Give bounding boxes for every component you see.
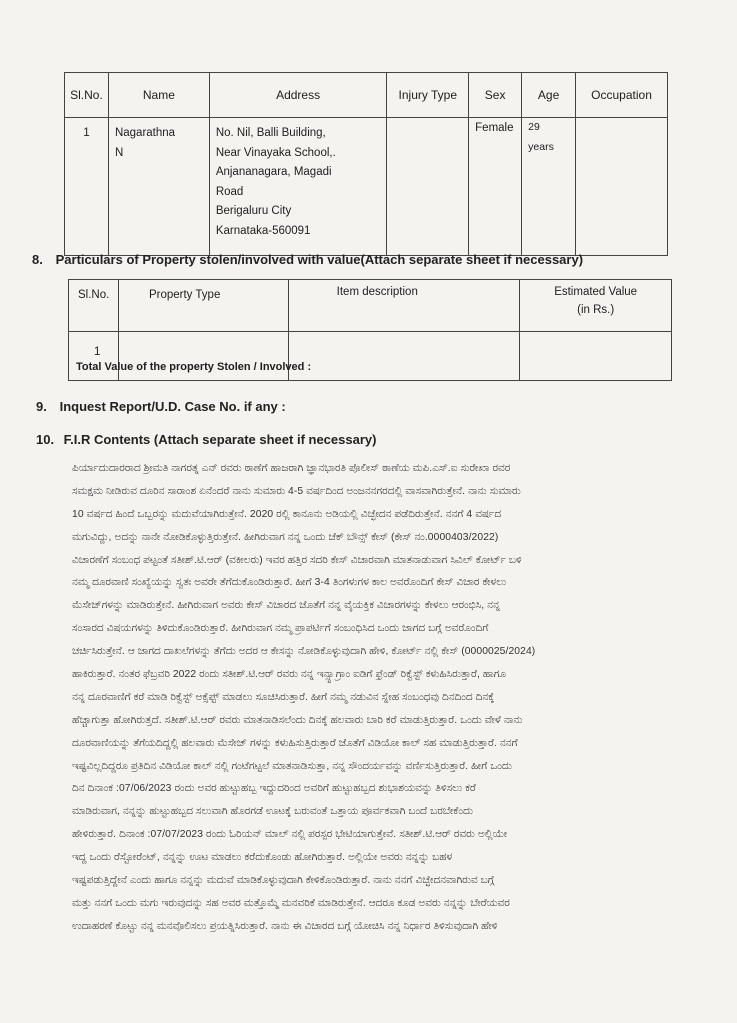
address-line: Anjananagara, Magadi (215, 166, 332, 178)
address-line: No. Nil, Balli Building, (215, 127, 326, 139)
header-age: Age (522, 73, 576, 118)
section-9-heading (36, 399, 286, 414)
fir-line: ಇದ್ದ ಒಂದು ರೆಸ್ಟೋರೆಂಟ್, ನನ್ನನ್ನು ಊಟ ಮಾಡಲು ಕರೆದುಕೊಂಡು ಹೋಗಿರುತ್ತಾರೆ. ಅಲ್ಲಿಯೇ ಅವರು ನನ್ನನ್ನು ಬಹಳ (72, 852, 453, 864)
estimated-value-label: Estimated Value (554, 286, 638, 298)
age-unit: years (528, 140, 554, 153)
fir-line: ಮಾಡಿರುವಾಗ, ನನ್ನನ್ನು ಹುಟ್ಟುಹಬ್ಬದ ಸಲುವಾಗಿ ಹೊರಗಡೆ ಊಟಕ್ಕೆ ಬರುವಂತೆ ಒತ್ತಾಯ ಪೂರ್ವಕವಾಗಿ ಬಂದೆ ಬರಬೇಕೆಂದು (72, 806, 474, 818)
age-value: 29 (528, 121, 540, 133)
fir-line: ನನ್ನ ದೂರವಾಣಿಗೆ ಕರೆ ಮಾಡಿ ರಿಕ್ವೆಸ್ಟ್ ಅಕ್ಸೆಪ್ಟ್ ಮಾಡಲು ಸೂಚಿಸಿರುತ್ತಾರೆ. ಹೀಗೆ ನಮ್ಮ ನಡುವಿನ ಸ್ನೇಹ ಸಂಬಂಧವು ದಿನದಿಂದ ದಿನಕ್ಕೆ (72, 691, 495, 703)
address-line: Near Vinayaka School,. (215, 146, 336, 159)
fir-line: ಇಷ್ಟವಿಲ್ಲದಿದ್ದರೂ ಪ್ರತಿದಿನ ವಿಡಿಯೋ ಕಾಲ್ ನಲ್ಲಿ ಗಂಟೆಗಟ್ಟಲೆ ಮಾತನಾಡಿಸುತ್ತಾ, ನನ್ನ ಸೌಂದರ್ಯವನ್ನು ವರ್ಣಿಸುತ್ತಿರುತ್ತಾರೆ. ಹೀಗೆ ಒಂದು (72, 760, 512, 772)
fir-line: ಉದಾಹರಣೆ ಕೊಟ್ಟು ನನ್ನ ಮನವೊಲಿಸಲು ಪ್ರಯತ್ನಿಸಿರುತ್ತಾರೆ. ನಾನು ಈ ವಿಚಾರದ ಬಗ್ಗೆ ಯೋಚಿಸಿ ನನ್ನ ನಿರ್ಧಾರ ತಿಳಿಸುವುದಾಗಿ ಹೇಳಿ (72, 920, 498, 932)
fir-line: ಹೆಚ್ಚಾಗುತ್ತಾ ಹೋಗಿರುತ್ತದೆ. ಸತೀಶ್.ಟಿ.ಆರ್ ರವರು ಮಾತನಾಡಿಸಲೆಂದು ದಿನಕ್ಕೆ ಹಲವಾರು ಬಾರಿ ಕರೆ ಮಾಡುತ್ತಿರುತ್ತಾರೆ. ಒಂದು ವೇಳೆ ನಾನು (72, 714, 523, 726)
cell-sl-no: 1 (65, 118, 109, 256)
table-row (65, 118, 668, 256)
section-9-number: 9. (36, 399, 47, 414)
fir-line: ಇಷ್ಟಪಡುತ್ತಿದ್ದೇನೆ ಎಂದು ಹಾಗೂ ನನ್ನನ್ನು ಮದುವೆ ಮಾಡಿಕೊಳ್ಳುವುದಾಗಿ ಕೇಳಿಕೊಂಡಿರುತ್ತಾರೆ. ನಾನು ನನಗೆ ವಿಚ್ಛೇದನವಾಗಿರುವ ಬಗ್ಗೆ (72, 875, 495, 887)
name-line-2: N (114, 146, 124, 159)
section-10-number: 10. (36, 432, 55, 447)
section-8-heading (32, 252, 583, 267)
header-estimated-value (520, 280, 672, 332)
fir-line: ಸಮಕ್ಷಮ ನೀಡಿರುವ ದೂರಿನ ಸಾರಾಂಶ ಏನೆಂದರೆ ನಾನು ಸುಮಾರು 4-5 ವರ್ಷದಿಂದ ಅಂಜನನಗರದಲ್ಲಿ ವಾಸವಾಗಿರುತ್ತೇನೆ. ನಾನು ಸುಮಾರು (72, 485, 521, 497)
table-header-row (69, 280, 672, 332)
cell-property-type (118, 332, 288, 381)
cell-item-description (288, 332, 520, 381)
address-line: Karnataka-560091 (215, 224, 311, 237)
table-header-row (65, 73, 668, 118)
fir-line: ಮಗುವಿದ್ದು, ಅದನ್ನು ನಾನೇ ನೋಡಿಕೊಳ್ಳುತ್ತಿರುತ್ತೇನೆ. ಹೀಗಿರುವಾಗ ನನ್ನ ಒಂದು ಚೆಕ್ ಬೌನ್ಸ್ ಕೇಸ್ (ಕೇಸ್ ನಂ.0000403/2022) (72, 531, 499, 543)
cell-occupation (576, 118, 668, 256)
section-9-title: Inquest Report/U.D. Case No. if any : (59, 399, 286, 414)
fir-line: ನಮ್ಮ ದೂರವಾಣಿ ಸಂಖ್ಯೆಯನ್ನು ಸ್ವತಃ ಅವರೇ ತೆಗೆದುಕೊಂಡಿರುತ್ತಾರೆ. ಹೀಗೆ 3-4 ತಿಂಗಳುಗಳ ಕಾಲ ಅವರೊಂದಿಗೆ ಕೇಸ್ ವಿಚಾರ ಕೇಳಲು (72, 577, 507, 589)
fir-line: ಹಾಕಿರುತ್ತಾರೆ. ನಂತರ ಫೆಬ್ರವರಿ 2022 ರಂದು ಸತೀಶ್.ಟಿ.ಆರ್ ರವರು ನನ್ನ ಇನ್ಸ್ಟಾಗ್ರಾಂ ಐಡಿಗೆ ಫ್ರೆಂಡ್ ರಿಕ್ವೆಸ್ಟ್ ಕಳುಹಿಸಿರುತ್ತಾರೆ, ಹಾಗೂ (72, 669, 507, 681)
name-line-1: Nagarathna (114, 127, 176, 139)
fir-line: ಮತ್ತು ನನಗೆ ಒಂದು ಮಗು ಇರುವುದನ್ನು ಸಹ ಅವರ ಮತ್ತೊಮ್ಮೆ ಮನವರಿಕೆ ಮಾಡಿರುತ್ತೇನೆ. ಆದರೂ ಕೂಡ ಅವರು ನನ್ನನ್ನು ಬೇರೆಯವರ (72, 897, 510, 909)
fir-line: ಹೇಳಿರುತ್ತಾರೆ. ದಿನಾಂಕ :07/07/2023 ರಂದು ಓರಿಯನ್ ಮಾಲ್ ನಲ್ಲಿ ಪರಸ್ಪರ ಭೇಟಿಯಾಗುತ್ತೇವೆ. ಸತೀಶ್.ಟಿ.ಆರ್ ರವರು ಅಲ್ಲಿಯೇ (72, 829, 508, 841)
fir-line: ಸಂಸಾರದ ವಿಷಯಗಳನ್ನು ತಿಳಿದುಕೊಂಡಿರುತ್ತಾರೆ. ಹೀಗಿರುವಾಗ ನಮ್ಮ ಪ್ರಾಪರ್ಟಿಗೆ ಸಂಬಂಧಿಸಿದ ಒಂದು ಜಾಗದ ಬಗ್ಗೆ ಅವರೊಂದಿಗೆ (72, 623, 489, 635)
cell-injury-type (387, 118, 469, 256)
cell-sl-no: 1 (69, 332, 119, 381)
cell-estimated-value (520, 332, 672, 381)
cell-address (209, 118, 387, 256)
fir-line: ದೂರವಾಣಿಯನ್ನು ತೆಗೆಯದಿದ್ದಲ್ಲಿ ಹಲವಾರು ಮೆಸೇಜ್ ಗಳನ್ನು ಕಳುಹಿಸುತ್ತಿರುತ್ತಾರೆ ಜೊತೆಗೆ ವಿಡಿಯೋ ಕಾಲ್ ಸಹ ಮಾಡುತ್ತಿರುತ್ತಾರೆ. ನನಗೆ (72, 737, 518, 749)
section-8-number: 8. (32, 252, 43, 267)
table-row (69, 332, 672, 381)
address-line: Berigaluru City (215, 205, 292, 217)
fir-line: ಚರ್ಚಿಸಿರುತ್ತೇನೆ. ಆ ಜಾಗದ ದಾಖಲೆಗಳನ್ನು ತೆಗೆದು ಅದರ ಆ ಕೇಸನ್ನು ನೋಡಿಕೊಳ್ಳುವುದಾಗಿ ಹೇಳಿ, ಕೋರ್ಟ್ ನಲ್ಲಿ ಕೇಸ್ (0000025/2024) (72, 646, 536, 658)
cell-age (522, 118, 576, 256)
section-8-title: Particulars of Property stolen/involved with value(Attach separate sheet if necessary) (55, 252, 584, 267)
header-address: Address (209, 73, 387, 118)
estimated-value-unit: (in Rs.) (577, 304, 615, 316)
total-value-label: Total Value of the property Stolen / Involved : (76, 361, 312, 373)
cell-name (108, 118, 209, 256)
fir-line: ಪಿರ್ಯಾದುದಾರರಾದ ಶ್ರೀಮತಿ ನಾಗರತ್ನ ಎನ್ ರವರು ಠಾಣೆಗೆ ಹಾಜರಾಗಿ ಜ್ಞಾನಭಾರತಿ ಪೊಲೀಸ್ ಠಾಣೆಯ ಮಪಿ.ಎಸ್.ಐ ಸುರೇಖಾ ರವರ (72, 463, 511, 474)
cell-sex: Female (469, 118, 522, 256)
fir-contents (72, 458, 672, 939)
fir-line: ವಿಚಾರಣೆಗೆ ಸಂಬಂಧ ಪಟ್ಟಂತೆ ಸತೀಶ್.ಟಿ.ಆರ್ (ವಕೀಲರು) ಇವರ ಹತ್ತಿರ ಸದರಿ ಕೇಸ್ ವಿಚಾರವಾಗಿ ಮಾತನಾಡುವಾಗ ಸಿವಿಲ್ ಕೋರ್ಟ್ ಬಳಿ (72, 554, 522, 566)
header-injury-type: Injury Type (387, 73, 469, 118)
header-property-type: Property Type (118, 280, 288, 332)
header-sl-no: Sl.No. (65, 73, 109, 118)
section-10-heading (36, 432, 376, 447)
fir-line: 10 ವರ್ಷದ ಹಿಂದೆ ಒಬ್ಬರನ್ನು ಮದುವೆಯಾಗಿರುತ್ತೇನೆ. 2020 ರಲ್ಲಿ ಕಾನೂನು ಅಡಿಯಲ್ಲಿ ವಿಚ್ಛೇದನ ಪಡೆದಿರುತ್ತೇನೆ. ನನಗೆ 4 ವರ್ಷದ (72, 508, 502, 520)
fir-line: ದಿನ ದಿನಾಂಕ :07/06/2023 ರಂದು ಅವರ ಹುಟ್ಟುಹಬ್ಬ ಇದ್ದುದರಿಂದ ಅವರಿಗೆ ಹುಟ್ಟುಹಬ್ಬದ ಶುಭಾಶಯವನ್ನು ತಿಳಿಸಲು ಕರೆ (72, 783, 476, 795)
header-sex: Sex (469, 73, 522, 118)
header-occupation: Occupation (576, 73, 668, 118)
header-name: Name (108, 73, 209, 118)
victim-details-table (64, 72, 668, 256)
address-line: Road (215, 185, 244, 198)
header-item-description: Item description (288, 280, 520, 332)
fir-line: ಮೆಸೇಜ್‌ಗಳನ್ನು ಮಾಡಿರುತ್ತೇನೆ. ಹೀಗಿರುವಾಗ ಅವರು ಕೇಸ್ ವಿಚಾರದ ಜೊತೆಗೆ ನನ್ನ ವೈಯಕ್ತಿಕ ವಿಚಾರಗಳನ್ನು ಕೇಳಲು ಆರಂಭಿಸಿ, ನನ್ನ (72, 600, 501, 612)
section-10-title: F.I.R Contents (Attach separate sheet if necessary) (63, 432, 377, 447)
header-sl-no: Sl.No. (69, 280, 119, 332)
